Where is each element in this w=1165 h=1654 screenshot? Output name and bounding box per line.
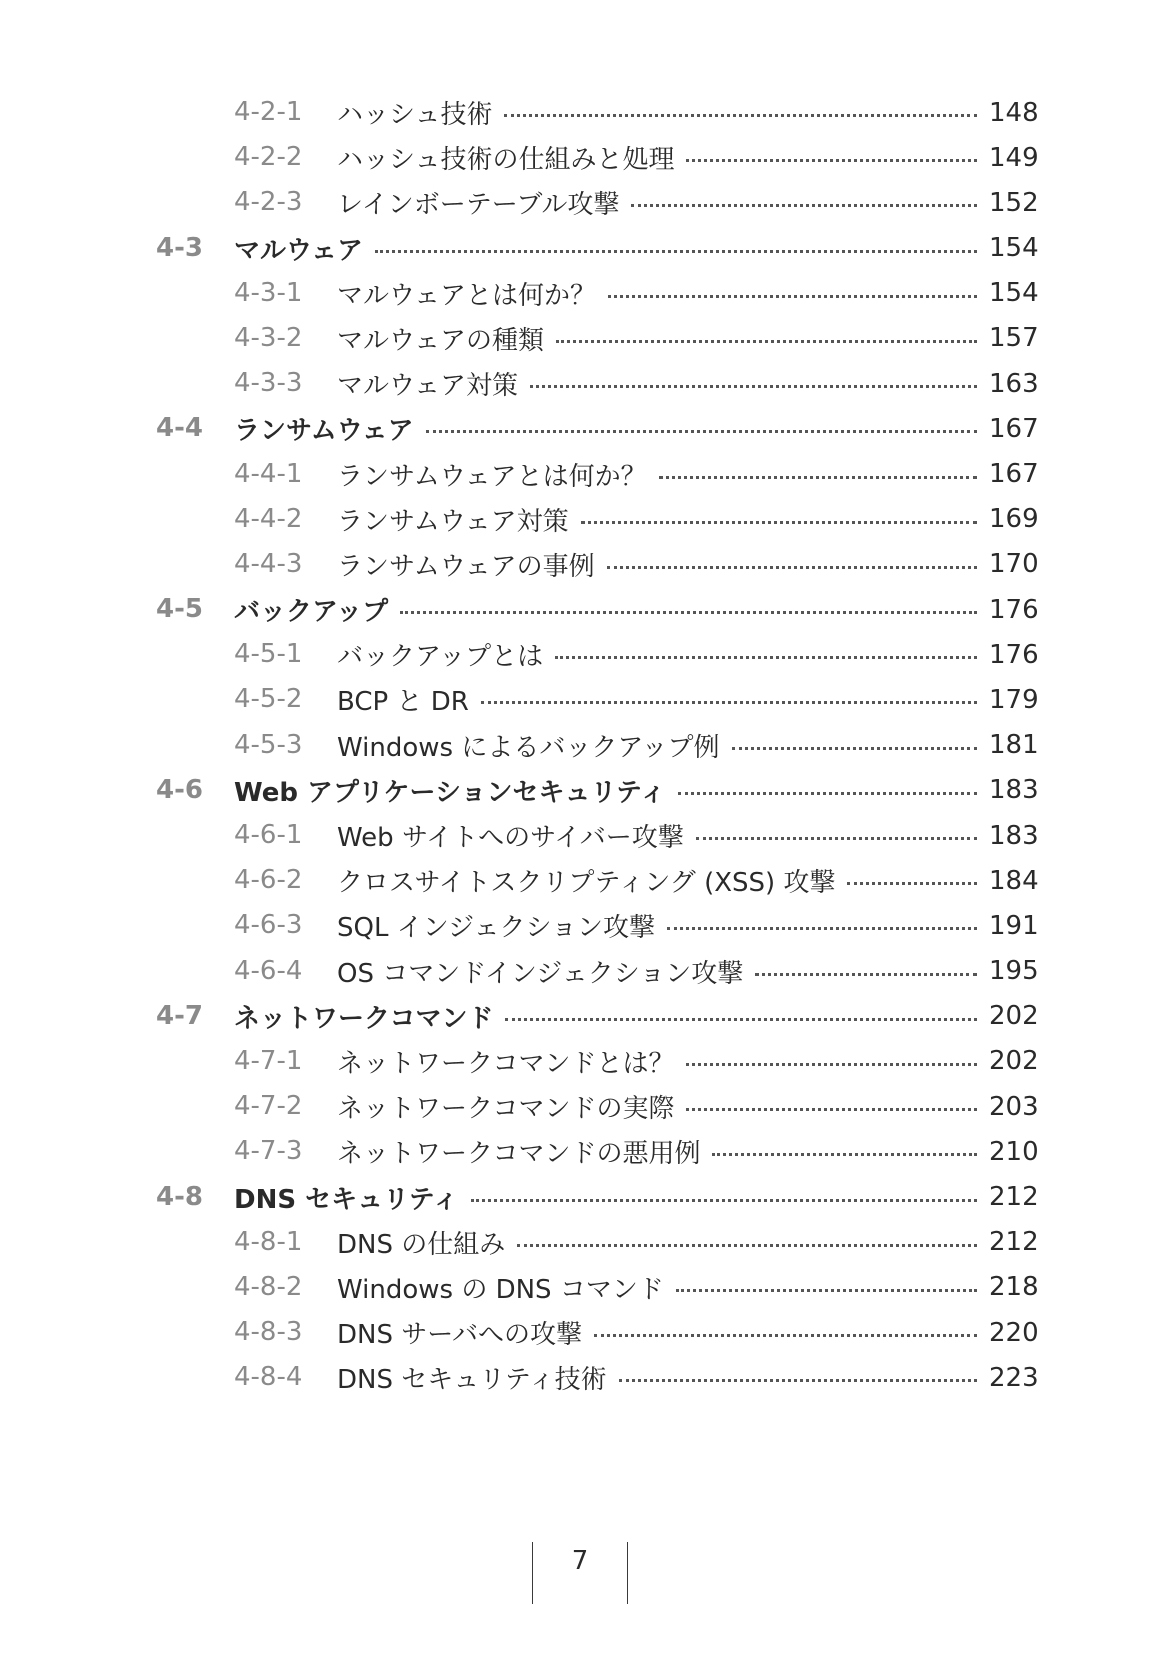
toc-entry-number: 4-7-1 <box>234 1045 303 1076</box>
toc-entry-number: 4-3-3 <box>234 368 303 399</box>
toc-entry-page: 203 <box>989 1091 1039 1122</box>
dot-leader <box>686 159 977 162</box>
toc-entry-page: 152 <box>989 187 1039 218</box>
toc-entry-title: ネットワークコマンドの実際 <box>337 1094 675 1125</box>
toc-subsection-entry <box>0 1265 1165 1310</box>
toc-entry-page: 195 <box>989 956 1039 987</box>
toc-subsection-entry <box>0 542 1165 587</box>
dot-leader <box>712 1153 977 1156</box>
toc-entry-title: BCP と DR <box>337 687 469 718</box>
toc-subsection-entry <box>0 723 1165 768</box>
toc-entry-title: ランサムウェアの事例 <box>337 551 595 582</box>
toc-entry-line <box>337 949 1037 994</box>
dot-leader <box>686 1108 977 1111</box>
toc-entry-title: マルウェア <box>234 235 363 266</box>
dot-leader <box>504 114 977 117</box>
toc-subsection-entry <box>0 1084 1165 1129</box>
dot-leader <box>678 792 977 795</box>
toc-entry-number: 4-7-2 <box>234 1091 303 1122</box>
dot-leader <box>676 1289 977 1292</box>
toc-subsection-entry <box>0 452 1165 497</box>
dot-leader <box>732 747 977 750</box>
toc-subsection-entry <box>0 1129 1165 1174</box>
toc-entry-number: 4-6-1 <box>234 820 303 850</box>
toc-subsection-entry <box>0 361 1165 406</box>
toc-section-entry <box>0 226 1165 271</box>
dot-leader <box>696 837 977 840</box>
toc-entry-number: 4-2-2 <box>234 142 303 173</box>
dot-leader <box>530 385 977 388</box>
toc-entry-page: 163 <box>989 368 1039 399</box>
toc-entry-title: DNS の仕組み <box>337 1229 506 1260</box>
toc-entry-line <box>337 271 1037 316</box>
toc-entry-title: レインボーテーブル攻撃 <box>337 190 620 221</box>
toc-entry-line <box>337 542 1037 587</box>
toc-entry-page: 183 <box>989 820 1039 851</box>
toc-entry-number: 4-6-4 <box>234 955 303 986</box>
toc-entry-line <box>337 1084 1037 1129</box>
toc-entry-page: 148 <box>989 97 1039 128</box>
toc-entry-page: 212 <box>989 1227 1039 1258</box>
toc-entry-page: 183 <box>989 775 1039 806</box>
toc-entry-line <box>337 903 1037 948</box>
toc-entry-title: SQL インジェクション攻撃 <box>337 913 656 944</box>
toc-entry-number: 4-5-2 <box>234 684 303 715</box>
toc-entry-line <box>234 1175 1037 1220</box>
toc-entry-line <box>337 497 1037 542</box>
toc-entry-number: 4-8 <box>156 1181 203 1212</box>
toc-entry-title: ランサムウェア <box>234 416 414 447</box>
toc-subsection-entry <box>0 858 1165 903</box>
toc-entry-title: Web アプリケーションセキュリティ <box>234 777 666 808</box>
toc-entry-number: 4-2-3 <box>234 187 303 218</box>
toc-entry-title: ネットワークコマンド <box>234 1003 494 1034</box>
toc-entry-page: 184 <box>989 865 1039 896</box>
toc-entry-title: DNS セキュリティ技術 <box>337 1365 607 1396</box>
toc-subsection-entry <box>0 90 1165 135</box>
toc-subsection-entry <box>0 1220 1165 1265</box>
toc-entry-line <box>234 406 1037 451</box>
toc-entry-title: ネットワークコマンドの悪用例 <box>337 1139 701 1170</box>
toc-section-entry <box>0 994 1165 1039</box>
toc-entry-line <box>337 1129 1037 1174</box>
dot-leader <box>481 701 977 704</box>
toc-entry-title: ネットワークコマンドとは？ <box>337 1048 675 1079</box>
toc-entry-page: 181 <box>989 730 1039 761</box>
toc-section-entry <box>0 587 1165 632</box>
toc-entry-page: 176 <box>989 594 1039 625</box>
dot-leader <box>607 566 977 569</box>
toc-entry-number: 4-4 <box>156 413 203 444</box>
toc-entry-line <box>234 587 1037 632</box>
toc-entry-number: 4-8-3 <box>234 1317 303 1348</box>
toc-entry-line <box>337 1265 1037 1310</box>
toc-subsection-entry <box>0 677 1165 722</box>
toc-entry-line <box>337 180 1037 225</box>
toc-section-entry <box>0 406 1165 451</box>
toc-entry-page: 220 <box>989 1317 1039 1348</box>
toc-entry-page: 157 <box>989 323 1039 354</box>
toc-entry-page: 223 <box>989 1362 1039 1393</box>
toc-subsection-entry <box>0 316 1165 361</box>
toc-entry-title: OS コマンドインジェクション攻撃 <box>337 958 744 989</box>
toc-entry-title: Web サイトへのサイバー攻撃 <box>337 823 684 853</box>
toc-entry-number: 4-5-1 <box>234 639 303 670</box>
toc-entry-page: 169 <box>989 504 1039 535</box>
toc-entry-line <box>234 994 1037 1039</box>
toc-entry-number: 4-3 <box>156 232 203 263</box>
toc-entry-number: 4-5-3 <box>234 729 303 760</box>
toc-section-entry <box>0 1175 1165 1220</box>
dot-leader <box>755 973 977 976</box>
dot-leader <box>556 340 977 343</box>
dot-leader <box>375 250 977 253</box>
toc-entry-number: 4-6-3 <box>234 910 303 941</box>
dot-leader <box>686 1063 977 1066</box>
dot-leader <box>608 295 977 298</box>
toc-entry-title: マルウェアとは何か？ <box>337 280 596 311</box>
toc-subsection-entry <box>0 813 1165 858</box>
toc-subsection-entry <box>0 1355 1165 1400</box>
toc-entry-number: 4-5 <box>156 594 203 625</box>
toc-entry-line <box>337 858 1037 903</box>
toc-entry-number: 4-4-1 <box>234 458 303 489</box>
toc-entry-line <box>337 361 1037 406</box>
page-number: 7 <box>571 1546 589 1576</box>
toc-entry-line <box>337 813 1037 858</box>
toc-entry-number: 4-4-2 <box>234 503 303 534</box>
toc-entry-line <box>337 135 1037 180</box>
toc-entry-line <box>337 677 1037 722</box>
toc-subsection-entry <box>0 1310 1165 1355</box>
footer-right-rule <box>627 1542 628 1604</box>
toc-entry-title: ランサムウェアとは何か？ <box>337 461 647 492</box>
toc-subsection-entry <box>0 632 1165 677</box>
toc-entry-title: バックアップ <box>234 597 389 628</box>
toc-entry-page: 179 <box>989 684 1039 715</box>
dot-leader <box>659 476 977 479</box>
toc-entry-title: DNS サーバへの攻撃 <box>337 1320 582 1351</box>
toc-entry-title: DNS セキュリティ <box>234 1184 459 1215</box>
dot-leader <box>426 430 977 433</box>
toc-entry-line <box>337 632 1037 677</box>
toc-entry-number: 4-4-3 <box>234 548 303 579</box>
dot-leader <box>517 1244 977 1247</box>
toc-entry-line <box>337 316 1037 361</box>
toc-entry-number: 4-8-4 <box>234 1362 303 1393</box>
toc-entry-page: 170 <box>989 549 1039 580</box>
toc-entry-line <box>337 452 1037 497</box>
toc-entry-page: 212 <box>989 1182 1039 1212</box>
toc-entry-title: ハッシュ技術の仕組みと処理 <box>337 145 675 176</box>
toc-entry-number: 4-7-3 <box>234 1136 303 1167</box>
page-footer <box>532 1542 628 1604</box>
toc-entry-line <box>337 723 1037 768</box>
toc-entry-title: クロスサイトスクリプティング (XSS) 攻撃 <box>337 868 836 899</box>
dot-leader <box>505 1018 977 1021</box>
toc-entry-title: Windows の DNS コマンド <box>337 1274 664 1305</box>
toc-entry-title: ランサムウェア対策 <box>337 506 569 537</box>
toc-entry-page: 218 <box>989 1272 1039 1303</box>
toc-subsection-entry <box>0 1039 1165 1084</box>
toc-subsection-entry <box>0 271 1165 316</box>
toc-subsection-entry <box>0 497 1165 542</box>
toc-entry-title: バックアップとは <box>337 642 544 673</box>
toc-entry-line <box>234 768 1037 813</box>
dot-leader <box>619 1379 977 1382</box>
toc-entry-line <box>337 1355 1037 1400</box>
dot-leader <box>471 1199 977 1202</box>
toc-entry-line <box>337 1310 1037 1355</box>
toc-entry-number: 4-8-1 <box>234 1226 303 1257</box>
toc-entry-line <box>337 1220 1037 1265</box>
toc-subsection-entry <box>0 180 1165 225</box>
dot-leader <box>847 882 977 885</box>
dot-leader <box>594 1334 977 1337</box>
toc-entry-number: 4-6 <box>156 774 203 805</box>
toc-entry-page: 149 <box>989 142 1039 173</box>
table-of-contents <box>0 90 1165 1400</box>
toc-entry-title: マルウェアの種類 <box>337 325 544 356</box>
dot-leader <box>631 204 977 207</box>
toc-entry-number: 4-3-2 <box>234 322 303 353</box>
dot-leader <box>555 656 977 659</box>
toc-entry-number: 4-8-2 <box>234 1271 303 1302</box>
toc-entry-page: 210 <box>989 1136 1039 1167</box>
toc-entry-page: 202 <box>989 1001 1039 1032</box>
dot-leader <box>667 927 977 930</box>
toc-entry-title: ハッシュ技術 <box>337 100 493 130</box>
toc-subsection-entry <box>0 903 1165 948</box>
toc-entry-title: Windows によるバックアップ例 <box>337 732 720 763</box>
toc-entry-number: 4-6-2 <box>234 865 303 896</box>
toc-subsection-entry <box>0 949 1165 994</box>
dot-leader <box>581 521 977 524</box>
dot-leader <box>400 611 977 614</box>
toc-entry-number: 4-7 <box>156 1000 203 1031</box>
toc-entry-page: 167 <box>989 413 1039 444</box>
toc-entry-line <box>234 226 1037 271</box>
toc-entry-page: 154 <box>989 233 1039 264</box>
toc-entry-line <box>337 1039 1037 1084</box>
toc-entry-number: 4-2-1 <box>234 97 303 127</box>
toc-entry-page: 176 <box>989 639 1039 670</box>
toc-entry-page: 191 <box>989 910 1039 941</box>
toc-entry-title: マルウェア対策 <box>337 371 518 402</box>
toc-entry-page: 167 <box>989 459 1039 489</box>
toc-section-entry <box>0 768 1165 813</box>
toc-entry-page: 202 <box>989 1046 1039 1077</box>
toc-entry-number: 4-3-1 <box>234 277 303 308</box>
toc-entry-page: 154 <box>989 278 1039 309</box>
toc-entry-line <box>337 90 1037 135</box>
toc-subsection-entry <box>0 135 1165 180</box>
